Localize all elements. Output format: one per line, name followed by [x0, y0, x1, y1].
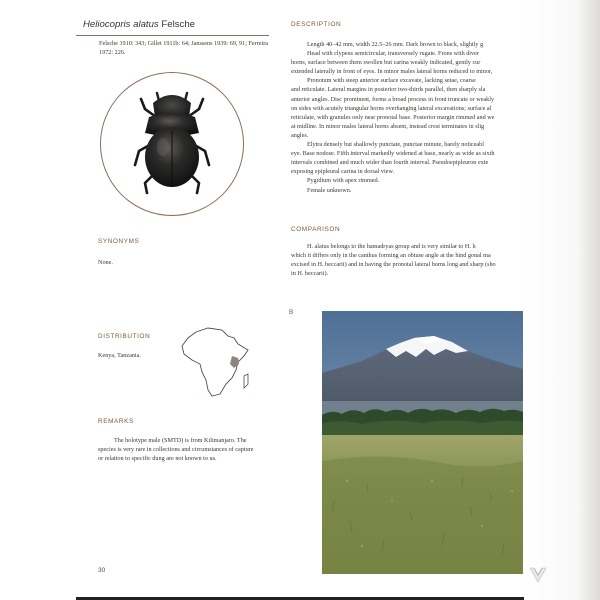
desc-line: horns, surface between them swollen but carina weakly indicated, gently cur — [291, 59, 481, 67]
comparison-line: H. alatus belongs to the hamadryas group and is very similar to H. h — [307, 243, 476, 250]
page-edge-shadow — [524, 0, 600, 600]
desc-line: Female unknown. — [307, 186, 352, 194]
comparison-line: excised in H. beccarii) and in having the pronotal lateral horns long and sharp (sho — [291, 261, 496, 269]
specimen-photo-frame — [100, 72, 244, 216]
description-heading: DESCRIPTION — [291, 21, 342, 28]
species-name: Heliocopris alatus — [83, 19, 159, 30]
kilimanjaro-photo — [322, 311, 523, 574]
references-text: Felsche 1910: 343; Gillet 1911b: 64; Janssens 1939: 69, 91; Ferreira 1972: 226. — [99, 40, 269, 57]
desc-line: Elytra densely but shallowly punctate, punctae minute, barely noticeabl — [307, 141, 484, 149]
page-number: 30 — [98, 567, 106, 574]
distribution-text: Kenya, Tanzania. — [98, 352, 141, 359]
desc-line: angles. — [291, 131, 309, 139]
desc-line: Pygidium with apex rimmed. — [307, 177, 380, 185]
desc-line: Length 40–42 mm, width 22.5–26 mm. Dark brown to black, slightly g — [307, 41, 484, 48]
desc-line: extended laterally in front of eyes. In minor males lateral horns reduced to minor, — [291, 68, 493, 76]
desc-line: intervals combined and much wider than fourth interval. Pseudoepipleuron exte — [291, 159, 489, 167]
synonyms-text: None. — [98, 259, 113, 266]
comparison-text — [291, 242, 531, 278]
remarks-heading: REMARKS — [98, 418, 134, 425]
desc-line: eye. Base nodose. Fifth interval markedly widened at base, nearly as wide as sixth — [291, 150, 495, 158]
figure-label: B — [289, 309, 294, 316]
beetle-illustration — [101, 73, 243, 215]
desc-line: on sides with acutely triangular horns overhanging lateral excavations; surface al — [291, 104, 492, 112]
synonyms-heading: SYNONYMS — [98, 238, 140, 245]
species-title — [83, 19, 195, 30]
publisher-logo-icon — [528, 566, 548, 584]
africa-distribution-map — [178, 324, 254, 400]
desc-line: at midline. In minor males lateral horns absent, instead crest terminates in slig — [291, 122, 485, 130]
description-text — [291, 40, 531, 195]
desc-line: and reticulate. Lateral margins in posterior two-thirds parallel, then sharply sla — [291, 86, 486, 94]
desc-line: anterior angles. Disc prominent, forms a broad process in front truncate or weakly — [291, 95, 495, 103]
desc-line: exposing epipleural carina in dorsal view. — [291, 168, 395, 176]
comparison-heading: COMPARISON — [291, 226, 341, 233]
title-rule — [76, 35, 269, 36]
desc-line: Pronotum with steep anterior surface excavate, lacking setae, coarse — [307, 77, 476, 85]
desc-line: Head with clypeus semicircular, transversely rugate. Frons with diver — [307, 50, 479, 58]
remarks-text: The holotype male (SMTD) is from Kilimanjaro. The species is very rare in collections and circumstances of capture or relation to specific dung are not known to us. — [98, 437, 254, 463]
species-author: Felsche — [158, 19, 195, 30]
madagascar-outline — [244, 374, 248, 388]
comparison-line: which it differs only in the canthus forming an obtuse angle at the hind gonal ma — [291, 252, 491, 260]
comparison-line: in H. beccarii). — [291, 270, 329, 278]
distribution-heading: DISTRIBUTION — [98, 333, 151, 340]
desc-line: reticulate, with granules only near pronotal base. Posterior margin rimmed and we — [291, 113, 495, 121]
